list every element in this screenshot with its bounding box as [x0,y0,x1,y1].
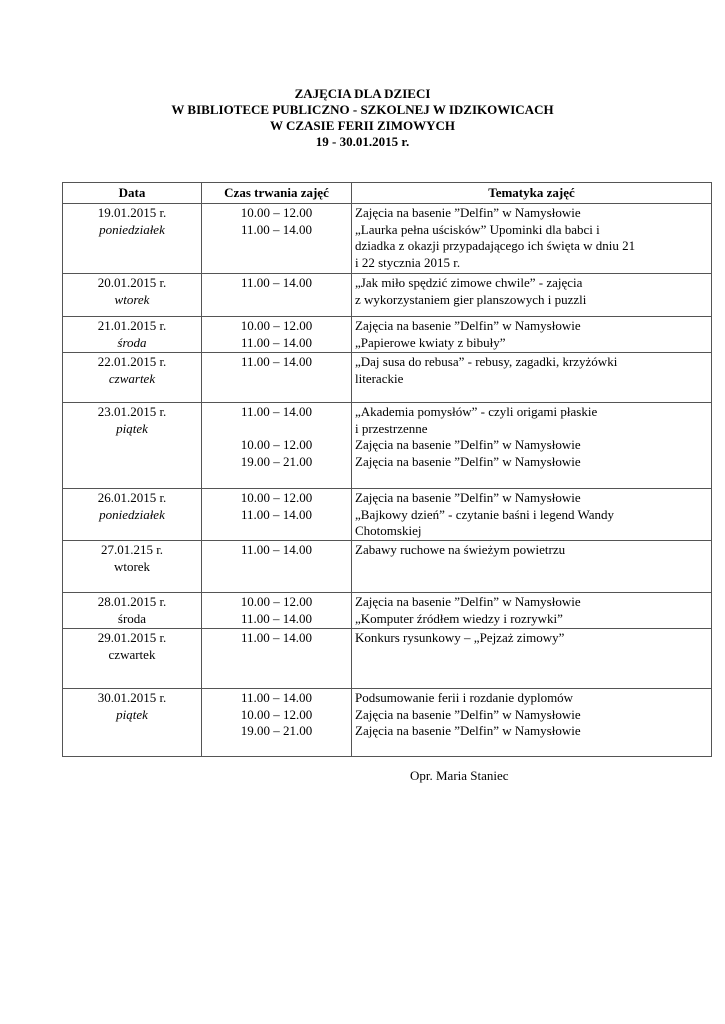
time-range: 11.00 – 14.00 [240,610,313,626]
date: 27.01.215 r. [100,542,164,557]
date: 29.01.2015 r. [97,630,167,645]
time-range: 11.00 – 14.00 [240,275,313,290]
time-cell [202,593,352,629]
table-row [63,541,712,593]
title-line: ZAJĘCIA DLA DZIECI [294,86,431,101]
table-row [63,489,712,541]
topic-cell [352,317,712,353]
time-range: 10.00 – 12.00 [240,594,313,609]
weekday: czwartek [108,646,156,662]
time-range: 10.00 – 12.00 [240,490,313,505]
topic-cell [352,403,712,489]
date: 21.01.2015 r. [97,318,167,333]
weekday: wtorek [114,291,150,307]
table-row [63,629,712,689]
table-row [63,317,712,353]
time-cell [202,353,352,403]
weekday: środa [117,334,147,350]
date-cell [63,353,202,403]
weekday: piątek [116,420,148,436]
table-row [63,353,712,403]
topic-line: literackie [355,370,404,386]
time-range: 11.00 – 14.00 [240,354,313,369]
topic-cell [352,541,712,593]
weekday: poniedziałek [99,221,165,237]
topic-line: Zajęcia na basenie ”Delfin” w Namysłowie [355,453,581,469]
time-cell [202,274,352,317]
date-cell [63,629,202,689]
date: 30.01.2015 r. [97,690,167,705]
time-cell [202,489,352,541]
table-row [63,403,712,489]
time-range: 11.00 – 14.00 [240,506,313,522]
header-topic: Tematyka zajęć [352,183,712,204]
topic-line: „Daj susa do rebusa” - rebusy, zagadki, krzyżówki [355,354,618,369]
topic-line: i przestrzenne [355,420,428,436]
topic-cell [352,489,712,541]
title-dates: 19 - 30.01.2015 r. [315,134,410,149]
time-cell [202,689,352,757]
table-header-row [63,183,712,204]
time-range: 10.00 – 12.00 [240,205,313,220]
topic-cell [352,274,712,317]
time-range: 11.00 – 14.00 [240,221,313,237]
schedule-table [62,182,712,757]
weekday: wtorek [113,558,151,574]
title-line: W CZASIE FERII ZIMOWYCH [269,118,456,133]
time-range: 10.00 – 12.00 [240,437,313,452]
date: 19.01.2015 r. [97,205,167,220]
topic-line: Zajęcia na basenie ”Delfin” w Namysłowie [355,490,581,505]
topic-line: „Papierowe kwiaty z bibuły” [355,334,506,350]
date-cell [63,541,202,593]
weekday: środa [117,610,147,626]
date: 26.01.2015 r. [97,490,167,505]
date-cell [63,403,202,489]
date-cell [63,489,202,541]
time-range: 11.00 – 14.00 [240,690,313,705]
topic-cell [352,593,712,629]
topic-line: Zajęcia na basenie ”Delfin” w Namysłowie [355,594,581,609]
topic-line: Chotomskiej [355,523,422,538]
date-cell [63,593,202,629]
weekday: czwartek [108,370,156,386]
time-range: 11.00 – 14.00 [240,630,313,645]
date: 23.01.2015 r. [97,404,167,419]
time-range: 19.00 – 21.00 [240,453,313,469]
header-duration: Czas trwania zajęć [202,183,352,204]
table-row [63,204,712,274]
topic-line: z wykorzystaniem gier planszowych i puzzli [355,291,587,307]
document-title [0,86,725,150]
title-line: W BIBLIOTECE PUBLICZNO - SZKOLNEJ W IDZIKOWICACH [171,102,554,117]
header-date: Data [63,183,202,204]
time-range: 10.00 – 12.00 [240,706,313,722]
topic-line: i 22 stycznia 2015 r. [355,254,461,270]
topic-line: „Jak miło spędzić zimowe chwile” - zajęcia [355,275,583,290]
topic-cell [352,689,712,757]
time-range: 11.00 – 14.00 [240,542,313,557]
date-cell [63,317,202,353]
time-cell [202,541,352,593]
date-cell [63,689,202,757]
time-spacer [205,421,348,438]
topic-line: Zajęcia na basenie ”Delfin” w Namysłowie [355,723,581,738]
weekday: poniedziałek [99,506,165,522]
table-row [63,689,712,757]
topic-line: Podsumowanie ferii i rozdanie dyplomów [355,690,574,705]
topic-line: Zajęcia na basenie ”Delfin” w Namysłowie [355,437,581,452]
topic-line: „Laurka pełna uścisków” Upominki dla babci i [355,221,600,237]
time-range: 11.00 – 14.00 [240,334,313,350]
date-cell [63,274,202,317]
date: 20.01.2015 r. [97,275,167,290]
weekday: piątek [116,706,148,722]
date-cell [63,204,202,274]
date: 28.01.2015 r. [97,594,167,609]
topic-line: „Akademia pomysłów” - czyli origami płaskie [355,404,598,419]
topic-line: Zajęcia na basenie ”Delfin” w Namysłowie [355,205,581,220]
topic-line: „Komputer źródłem wiedzy i rozrywki” [355,610,563,626]
table-row [63,593,712,629]
topic-line: „Bajkowy dzień” - czytanie baśni i legend Wandy [355,506,614,522]
time-cell [202,317,352,353]
topic-cell [352,353,712,403]
topic-line: Konkurs rysunkowy – „Pejzaż zimowy” [355,630,565,645]
topic-cell [352,629,712,689]
topic-line: Zabawy ruchowe na świeżym powietrzu [355,542,566,557]
time-cell [202,629,352,689]
time-range: 19.00 – 21.00 [240,723,313,738]
topic-cell [352,204,712,274]
time-cell [202,204,352,274]
time-range: 11.00 – 14.00 [240,404,313,419]
time-cell [202,403,352,489]
date: 22.01.2015 r. [97,354,167,369]
table-row [63,274,712,317]
time-range: 10.00 – 12.00 [240,318,313,333]
topic-line: Zajęcia na basenie ”Delfin” w Namysłowie [355,706,581,722]
topic-line: dziadka z okazji przypadającego ich święta w dniu 21 [355,238,636,253]
topic-line: Zajęcia na basenie ”Delfin” w Namysłowie [355,318,581,333]
author-signature: Opr. Maria Staniec [410,768,509,783]
